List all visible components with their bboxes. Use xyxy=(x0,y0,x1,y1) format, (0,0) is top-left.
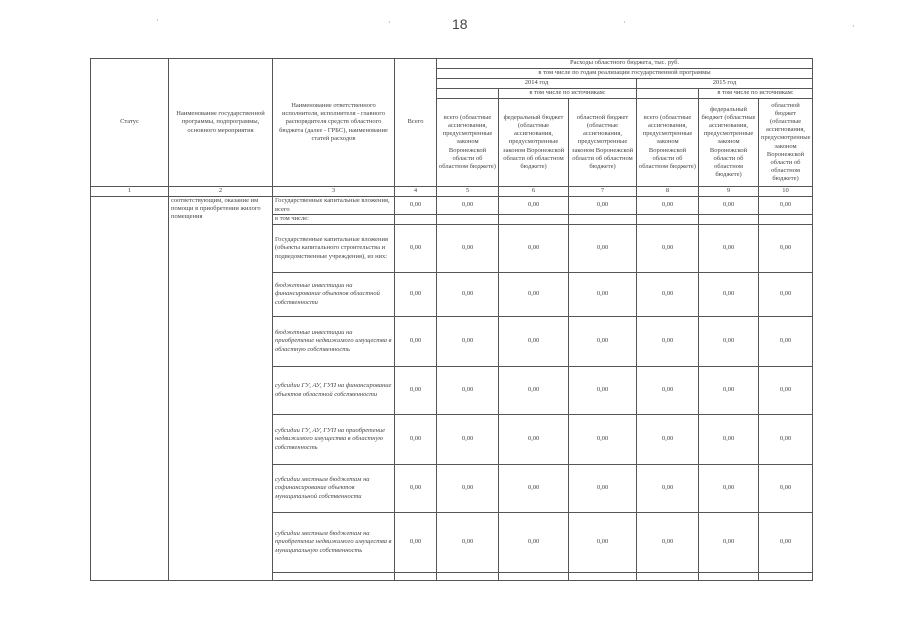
row-label: бюджетные инвестиции на финансирование объектов областной собственности xyxy=(273,273,395,317)
status-cell xyxy=(91,197,169,581)
cell-value: 0,00 xyxy=(759,317,813,367)
cell-value: 0,00 xyxy=(759,367,813,415)
cell-value: 0,00 xyxy=(759,465,813,513)
cell-value: 0,00 xyxy=(759,197,813,215)
column-index: 2 xyxy=(169,187,273,197)
scan-speck: · xyxy=(623,18,626,27)
row-label: в том числе: xyxy=(273,215,395,225)
cell-value: 0,00 xyxy=(499,197,569,215)
cell-value: 0,00 xyxy=(569,415,637,465)
cell-value: 0,00 xyxy=(699,465,759,513)
cell-value: 0,00 xyxy=(637,415,699,465)
cell-value: 0,00 xyxy=(499,367,569,415)
header-year-2014: 2014 год xyxy=(437,79,637,89)
scan-speck: · xyxy=(852,22,855,31)
header-col9: федеральный бюджет (областные ассигнования, предусмотренные законом Воронежской области об областном бюджете) xyxy=(699,99,759,187)
header-col6: федеральный бюджет (областные ассигнования, предусмотренные законом Воронежской области об областном бюджете) xyxy=(499,99,569,187)
cell-value: 0,00 xyxy=(699,225,759,273)
cell-value: 0,00 xyxy=(395,225,437,273)
cell-value: 0,00 xyxy=(437,225,499,273)
header-col10: областной бюджет (областные ассигнования, предусмотренные законом Воронежской области об областном бюджете) xyxy=(759,99,813,187)
header-col8: всего (областные ассигнования, предусмотренные законом Воронежской области об областном бюджете) xyxy=(637,99,699,187)
header-col7: областной бюджет (областные ассигнования, предусмотренные законом Воронежской области об областном бюджете) xyxy=(569,99,637,187)
cell-value: 0,00 xyxy=(637,273,699,317)
cell-value: 0,00 xyxy=(395,197,437,215)
header-expenses: Расходы областного бюджета, тыс. руб. xyxy=(437,59,813,69)
scan-speck: · xyxy=(156,16,159,25)
column-index: 10 xyxy=(759,187,813,197)
cell-value: 0,00 xyxy=(637,367,699,415)
cell-value: 0,00 xyxy=(569,273,637,317)
cell-value: 0,00 xyxy=(499,317,569,367)
cell-value: 0,00 xyxy=(637,465,699,513)
header-incl-sources-2015: в том числе по источникам: xyxy=(699,89,813,99)
header-responsible: Наименование ответственного исполнителя, исполнителя - главного распорядителя средств областного бюджета (далее - ГРБС), наименование статей расходов xyxy=(273,59,395,187)
row-label: субсидии ГУ, АУ, ГУП на финансирование объектов областной собственности xyxy=(273,367,395,415)
cell-value: 0,00 xyxy=(437,273,499,317)
cell-value: 0,00 xyxy=(437,317,499,367)
column-index: 1 xyxy=(91,187,169,197)
cell-value: 0,00 xyxy=(395,317,437,367)
header-total: Всего xyxy=(395,59,437,187)
cell-value: 0,00 xyxy=(569,465,637,513)
header-status: Статус xyxy=(91,59,169,187)
cell-value: 0,00 xyxy=(637,317,699,367)
cell-value: 0,00 xyxy=(437,197,499,215)
row-label: Государственные капитальные вложения, всего xyxy=(273,197,395,215)
cell-value: 0,00 xyxy=(499,513,569,573)
cell-value: 0,00 xyxy=(437,465,499,513)
column-index: 7 xyxy=(569,187,637,197)
cell-value: 0,00 xyxy=(569,317,637,367)
cell-value: 0,00 xyxy=(699,513,759,573)
cell-value: 0,00 xyxy=(699,197,759,215)
cell-value: 0,00 xyxy=(699,367,759,415)
program-cell: соответствующим, оказание им помощи в приобретении жилого помещения xyxy=(169,197,273,581)
cell-value: 0,00 xyxy=(759,225,813,273)
row-label: Государственные капитальные вложения (объекты капитального строительства и подведомственные учреждения), из них: xyxy=(273,225,395,273)
cell-value: 0,00 xyxy=(637,197,699,215)
cell-value: 0,00 xyxy=(699,415,759,465)
cell-value: 0,00 xyxy=(437,415,499,465)
header-year-2015: 2015 год xyxy=(637,79,813,89)
page-number: 18 xyxy=(452,16,468,32)
cell-value: 0,00 xyxy=(437,367,499,415)
header-incl-sources-2014: в том числе по источникам: xyxy=(499,89,637,99)
cell-value: 0,00 xyxy=(395,415,437,465)
cell-value: 0,00 xyxy=(759,415,813,465)
cell-value: 0,00 xyxy=(569,197,637,215)
column-index: 5 xyxy=(437,187,499,197)
cell-value: 0,00 xyxy=(395,513,437,573)
column-index: 3 xyxy=(273,187,395,197)
table-row xyxy=(91,197,813,215)
cell-value: 0,00 xyxy=(437,513,499,573)
cell-value: 0,00 xyxy=(759,513,813,573)
cell-value: 0,00 xyxy=(499,225,569,273)
header-incl-years: в том числе по годам реализации государственной программы xyxy=(437,69,813,79)
header-col5: всего (областные ассигнования, предусмотренные законом Воронежской области об областном бюджете) xyxy=(437,99,499,187)
cell-value: 0,00 xyxy=(699,317,759,367)
column-index: 9 xyxy=(699,187,759,197)
cell-value: 0,00 xyxy=(499,465,569,513)
cell-value: 0,00 xyxy=(499,273,569,317)
row-label: бюджетные инвестиции на приобретение недвижимого имущества в областную собственность xyxy=(273,317,395,367)
scan-speck: · xyxy=(388,18,391,27)
row-label: субсидии местным бюджетам на софинансирование объектов муниципальной собственности xyxy=(273,465,395,513)
cell-value: 0,00 xyxy=(499,415,569,465)
cell-value: 0,00 xyxy=(759,273,813,317)
column-index: 4 xyxy=(395,187,437,197)
row-label: субсидии ГУ, АУ, ГУП на приобретение недвижимого имущества в областную собственность xyxy=(273,415,395,465)
column-index: 8 xyxy=(637,187,699,197)
header-program-name: Наименование государственной программы, подпрограммы, основного мероприятия xyxy=(169,59,273,187)
cell-value: 0,00 xyxy=(395,367,437,415)
column-index-row xyxy=(91,187,813,197)
cell-value: 0,00 xyxy=(569,367,637,415)
cell-value: 0,00 xyxy=(569,513,637,573)
cell-value: 0,00 xyxy=(637,225,699,273)
cell-value: 0,00 xyxy=(395,273,437,317)
column-index: 6 xyxy=(499,187,569,197)
cell-value: 0,00 xyxy=(395,465,437,513)
cell-value: 0,00 xyxy=(637,513,699,573)
budget-table xyxy=(90,58,813,581)
cell-value: 0,00 xyxy=(699,273,759,317)
row-label: субсидии местным бюджетам на приобретение недвижимого имущества в муниципальную собственность xyxy=(273,513,395,573)
cell-value: 0,00 xyxy=(569,225,637,273)
